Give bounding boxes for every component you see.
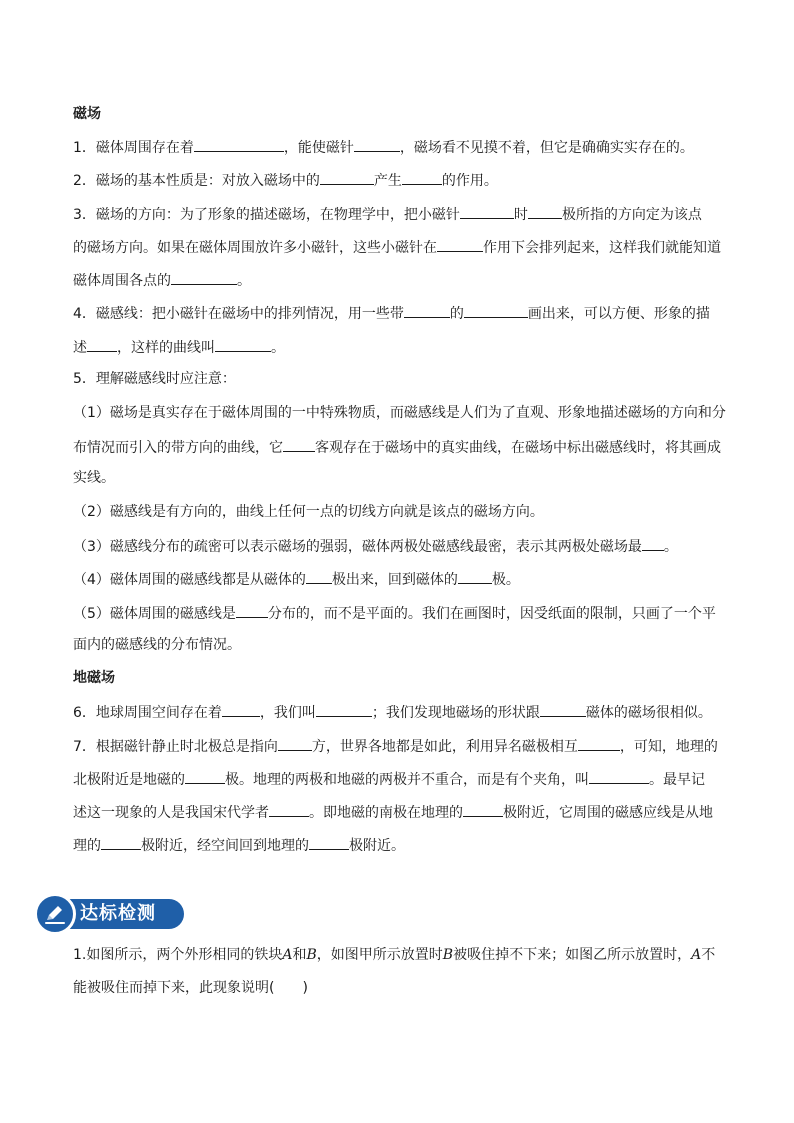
item-1: 1．磁体周围存在着 ，能使磁针 ，磁场看不见摸不着，但它是确确实实存在的。	[73, 140, 694, 156]
variable-b: B	[442, 947, 454, 963]
answer-blank[interactable]	[236, 604, 268, 618]
answer-blank[interactable]	[283, 438, 315, 452]
answer-blank[interactable]	[437, 238, 483, 252]
banner-title: 达标检测	[80, 903, 156, 924]
answer-blank[interactable]	[404, 304, 450, 318]
answer-blank[interactable]	[402, 171, 442, 185]
answer-blank[interactable]	[306, 570, 332, 584]
question-1-line-2: 能被吸住而掉下来，此现象说明( )	[73, 980, 308, 996]
answer-blank[interactable]	[278, 737, 312, 751]
item-5-title: 5．理解磁感线时应注意：	[73, 371, 236, 387]
answer-blank[interactable]	[215, 338, 271, 352]
section-banner	[34, 893, 184, 935]
answer-blank[interactable]	[458, 570, 492, 584]
answer-blank[interactable]	[540, 703, 586, 717]
answer-blank[interactable]	[87, 338, 117, 352]
answer-blank[interactable]	[578, 737, 620, 751]
answer-blank[interactable]	[460, 205, 514, 219]
answer-blank[interactable]	[185, 770, 225, 784]
answer-blank[interactable]	[269, 803, 309, 817]
answer-blank[interactable]	[642, 537, 664, 551]
item-4-line-1: 4．磁感线：把小磁针在磁场中的排列情况，用一些带 的 画出来，可以方便、形象的描	[73, 306, 710, 322]
answer-blank[interactable]	[171, 271, 237, 285]
variable-a: A	[282, 947, 293, 963]
variable-a: A	[691, 947, 702, 963]
answer-blank[interactable]	[194, 138, 284, 152]
answer-blank[interactable]	[320, 171, 374, 185]
answer-blank[interactable]	[101, 836, 141, 850]
item-3-line-2: 的磁场方向。如果在磁体周围放许多小磁针，这些小磁针在 作用下会排列起来，这样我们就能知道	[73, 240, 721, 256]
item-3-line-3: 磁体周围各点的 。	[73, 273, 251, 289]
item-5-point-3: （3）磁感线分布的疏密可以表示磁场的强弱，磁体两极处磁感线最密，表示其两极处磁场最 。	[73, 539, 678, 555]
item-5-point-1-line-1: （1）磁场是真实存在于磁体周围的一中特殊物质，而磁感线是人们为了直观、形象地描述磁场的方向和分	[73, 405, 726, 421]
answer-blank[interactable]	[222, 703, 260, 717]
answer-blank[interactable]	[464, 304, 528, 318]
banner-badge	[34, 893, 76, 935]
item-6: 6．地球周围空间存在着 ，我们叫 ；我们发现地磁场的形状跟 磁体的磁场很相似。	[73, 705, 712, 721]
variable-b: B	[306, 947, 317, 963]
question-1-line-1: 1.如图所示，两个外形相同的铁块A和B，如图甲所示放置时B被吸住掉不下来；如图乙所示放置时，A不	[73, 947, 716, 963]
answer-blank[interactable]	[528, 205, 562, 219]
item-5-point-1-line-2: 布情况而引入的带方向的曲线，它 客观存在于磁场中的真实曲线，在磁场中标出磁感线时，将其画成	[73, 440, 721, 456]
item-7-line-2: 北极附近是地磁的 极。地理的两极和地磁的两极并不重合，而是有个夹角，叫 。最早记	[73, 772, 705, 788]
answer-blank[interactable]	[463, 803, 503, 817]
item-7-line-1: 7．根据磁针静止时北极总是指向 方，世界各地都是如此，利用异名磁极相互 ，可知，地理的	[73, 739, 718, 755]
answer-blank[interactable]	[309, 836, 349, 850]
item-5-point-5-line-1: （5）磁体周围的磁感线是 分布的，而不是平面的。我们在画图时，因受纸面的限制，只画了一个平	[73, 606, 716, 622]
item-2: 2．磁场的基本性质是：对放入磁场中的 产生 的作用。	[73, 173, 498, 189]
item-5-point-4: （4）磁体周围的磁感线都是从磁体的 极出来，回到磁体的 极。	[73, 572, 520, 588]
item-5-point-1-line-3: 实线。	[73, 470, 115, 486]
section-heading-magnetic-field: 磁场	[73, 106, 101, 122]
section-heading-geomagnetic-field: 地磁场	[73, 670, 115, 686]
item-4-line-2: 述 ，这样的曲线叫 。	[73, 340, 285, 356]
item-5-point-2: （2）磁感线是有方向的，曲线上任何一点的切线方向就是该点的磁场方向。	[73, 504, 544, 520]
answer-blank[interactable]	[316, 703, 372, 717]
item-5-point-5-line-2: 面内的磁感线的分布情况。	[73, 637, 241, 653]
item-7-line-4: 理的 极附近，经空间回到地理的 极附近。	[73, 838, 405, 854]
answer-blank[interactable]	[354, 138, 400, 152]
item-7-line-3: 述这一现象的人是我国宋代学者 。即地磁的南极在地理的 极附近，它周围的磁感应线是从地	[73, 805, 713, 821]
item-3-line-1: 3．磁场的方向：为了形象的描述磁场，在物理学中，把小磁针 时 极所指的方向定为该点	[73, 207, 702, 223]
answer-blank[interactable]	[589, 770, 649, 784]
